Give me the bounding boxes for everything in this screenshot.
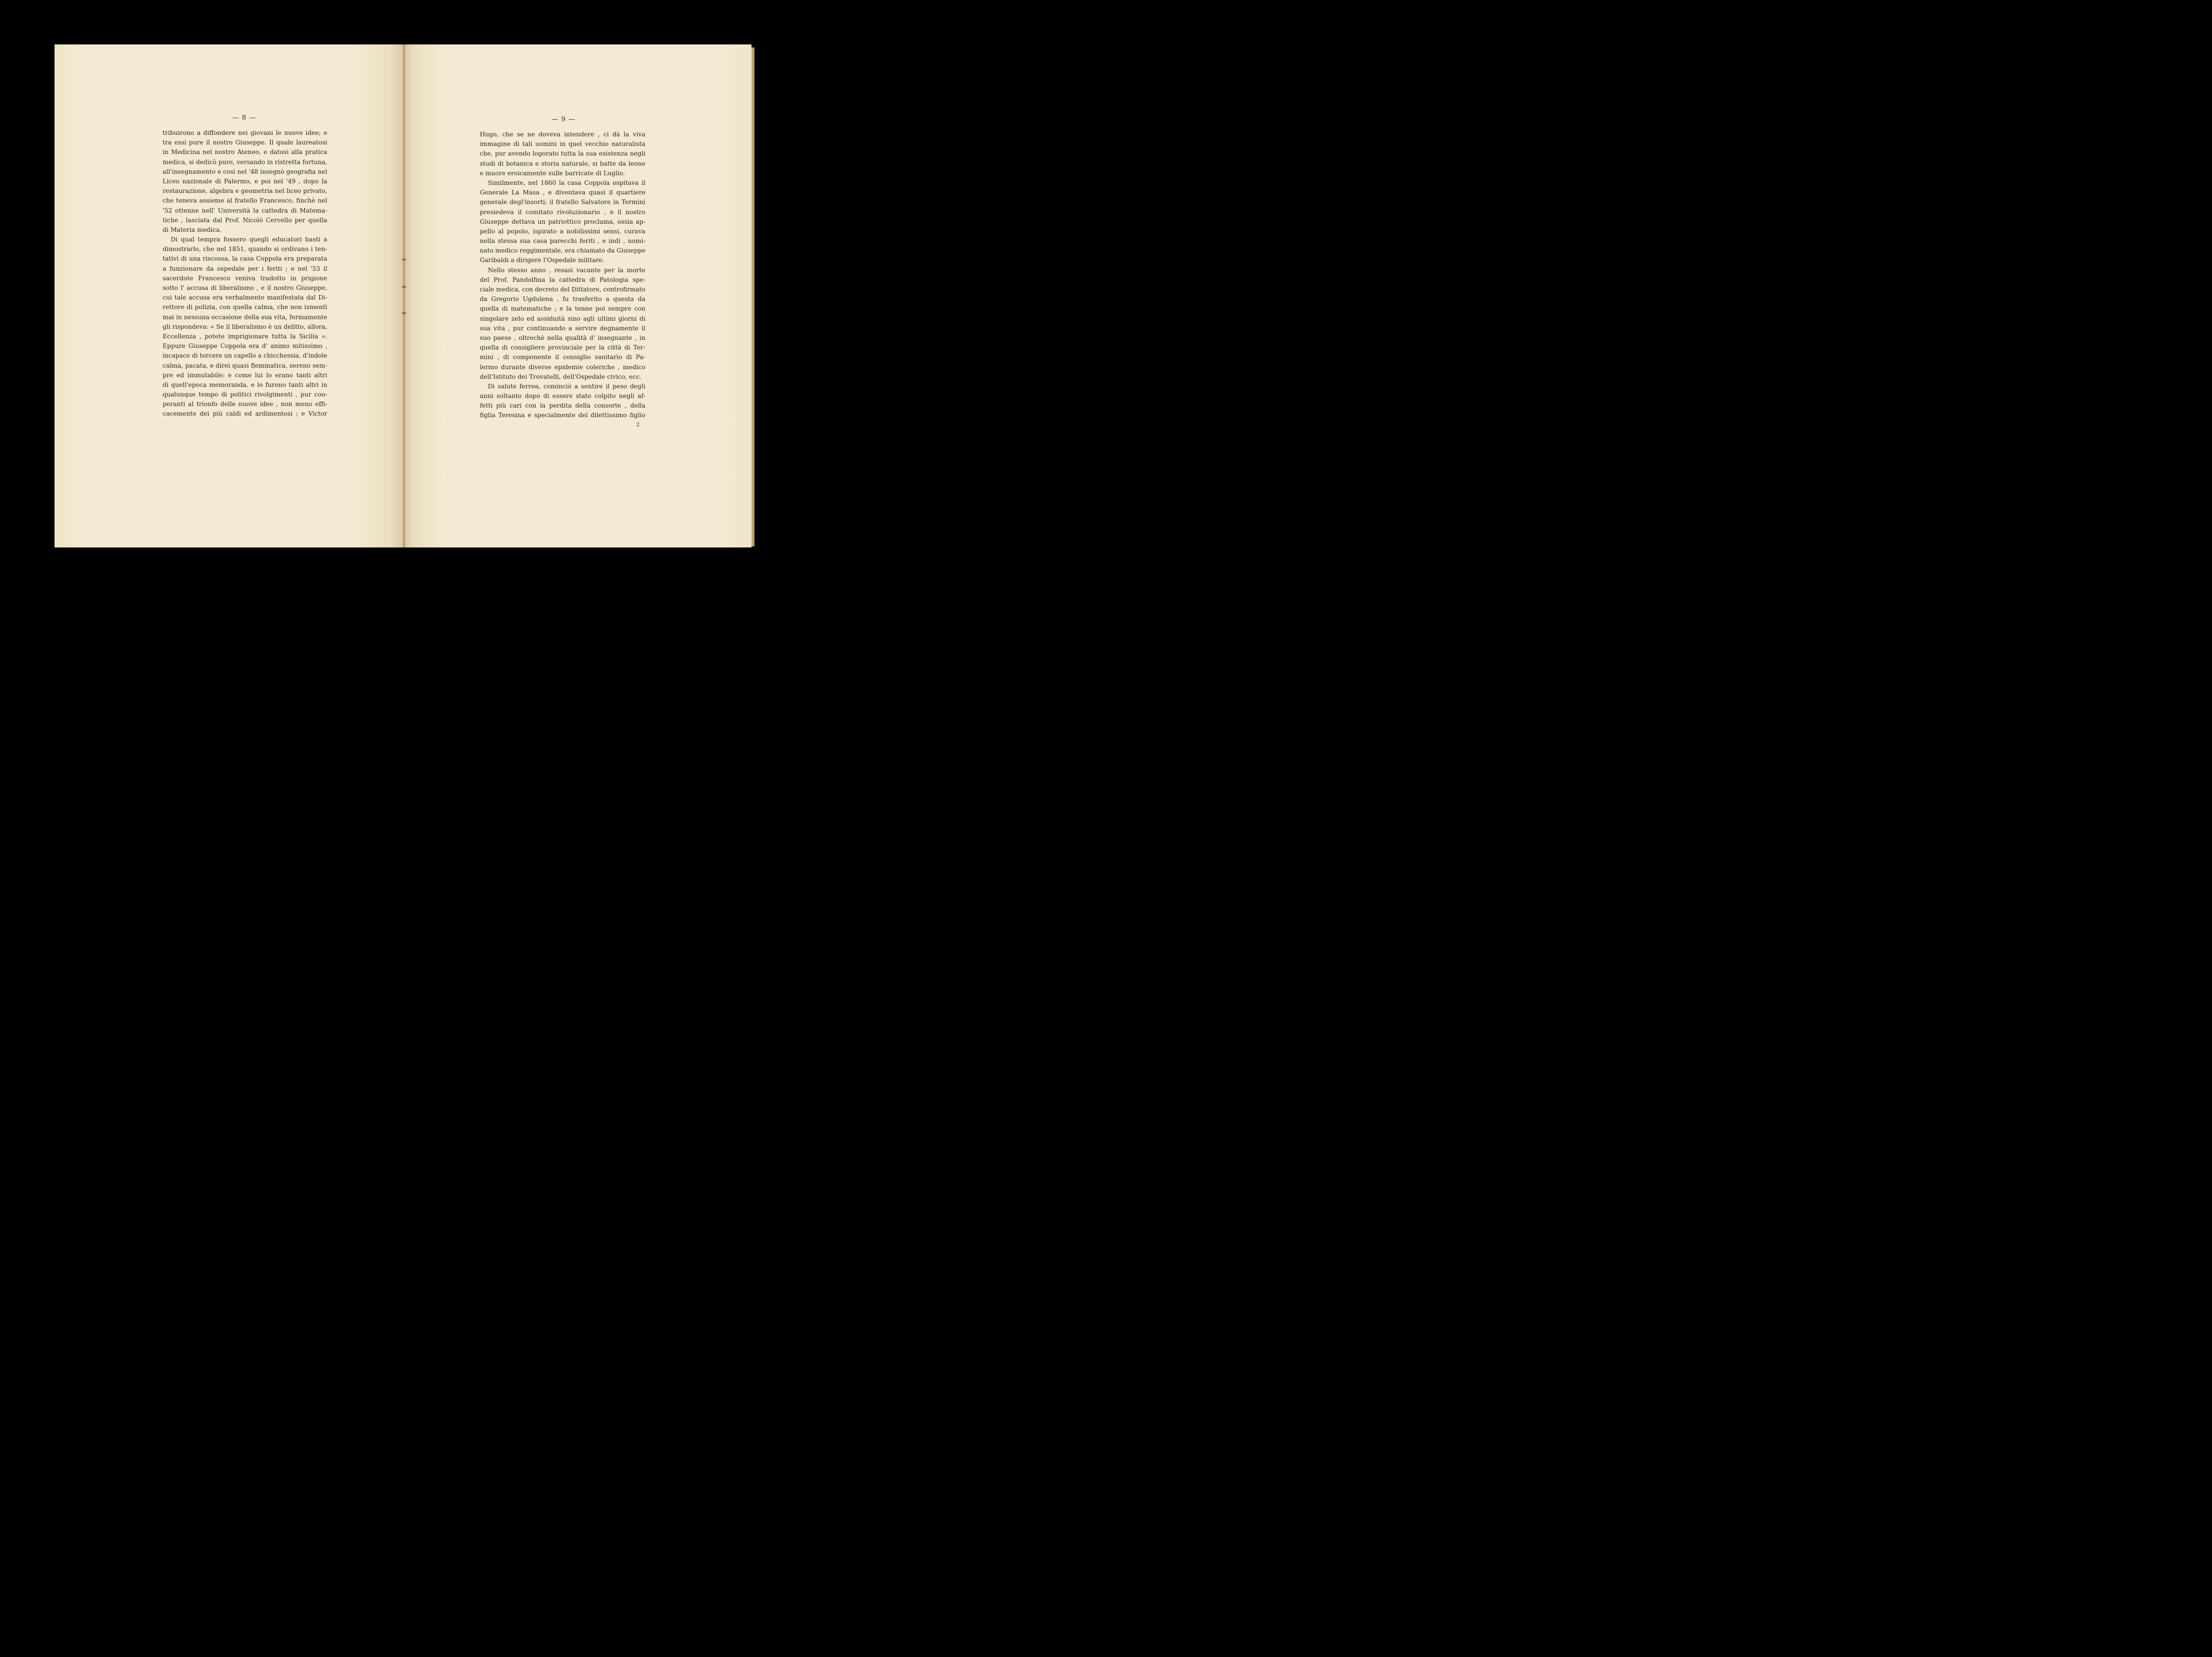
text-line: singolare zelo ed assiduità sino agli ultimi giorni di [480,315,645,322]
text-line: incapace di torcere un capello a chicchessia, d'indole [163,352,327,360]
binding-stitch [402,259,406,261]
text-line: dimostrarlo, che nel 1851, quando si ordivano i ten- [163,245,327,253]
text-line: presiedeva il comitato rivoluzionario , e il nostro [480,208,645,216]
text-line: Liceo nazionale di Palermo, e poi nel '49 , dopo la [163,177,327,185]
text-line: di Materia medica. [163,226,222,233]
text-line: da Gregorio Ugdulena , fu trasferito a questa da [480,295,645,303]
text-line: del Prof. Pandolfina la cattedra di Patologia spe- [480,276,645,283]
text-line: immagine di tali uomini in quel vecchio naturalista [480,140,645,148]
text-line: Di qual tempra fossero quegli educatori basti a [171,236,327,243]
page-edge [751,47,755,546]
text-line: in Medicina nel nostro Ateneo, e datosi alla pratica [163,148,327,156]
page-number-left: — 8 — [232,114,257,122]
text-line: Generale La Masa , e diventava quasi il quartiere [480,189,645,196]
signature-mark: 2 [636,422,640,428]
text-line: rettore di polizia, con quella calma, che non ismentì [163,304,327,311]
page-number-right: — 9 — [551,116,576,123]
text-line: nato medico reggimentale, era chiamato da Giuseppe [480,247,645,255]
text-line: cui tale accusa era verbalmente manifestata dal Di- [163,294,327,302]
text-line: gli rispondeva: « Se il liberalismo è un delitto, allora, [163,323,327,330]
text-line: pello al popolo, ispirato a nobilissimi sensi, curava [480,227,645,235]
text-line: fetti più cari con la perdita della consorte , della [480,402,645,410]
text-line: che teneva assieme al fratello Francesco, finchè nel [163,197,327,205]
left-page-text [163,128,329,419]
text-line: anni soltanto dopo di essere stato colpito negli af- [480,392,645,400]
text-line: Nello stesso anno , resasi vacante per la morte [488,266,645,274]
text-line: tativi di una riscossa, la casa Coppola era preparata [163,255,327,263]
text-line: cacemente dei più caldi ed ardimentosi ; e Victor [163,410,327,418]
text-line: tiche , lasciata dal Prof. Nicolò Cervello per quella [163,216,327,224]
text-line: Di salute ferrea, cominciò a sentire il peso degli [488,382,645,390]
text-line: e muore eroicamente sulle barricate di Luglio. [480,169,625,177]
binding-stitch [402,286,406,288]
text-line: figlia Teresina e specialmente del dilettissimo figlio [480,412,645,419]
text-line: a funzionare da ospedale per i feriti ; e nel '53 il [163,265,327,272]
text-line: dell'Istituto dei Trovatelli, dell'Ospedale civico, ecc. [480,373,642,380]
text-line: mini , di componente il consiglio sanitario di Pa- [480,354,645,361]
text-line: tra essi pure il nostro Giuseppe. Il quale laureatosi [163,139,327,146]
text-line: qualunque tempo di politici rivolgimenti , pur coo- [163,391,327,398]
text-line: Garibaldi a dirigere l'Ospedale militare. [480,257,605,264]
text-line: lermo durante diverse epidemie coleriche , medico [480,363,645,371]
right-page [404,44,751,547]
text-line: sua vita , pur continuando a servire degnamente il [480,324,645,332]
right-page-text [480,130,648,421]
text-line: all'insegnamento e così nel '48 insegnò geografia nel [163,168,327,175]
text-line: Hugo, che se ne doveva intendere , ci dà la viva [480,131,645,138]
text-line: tribuirono a diffondere nei giovani le nuove idee; e [163,129,327,136]
book-spread [55,44,756,548]
text-line: nella stessa sua casa parecchi feriti , e indi , nomi- [480,237,645,245]
text-line: '52 ottenne nell' Università la cattedra di Matema- [163,207,327,214]
text-line: Eppure Giuseppe Coppola era d' animo mitissimo , [163,342,327,350]
text-line: generale degl'insorti; il fratello Salvatore in Termini [480,198,645,206]
text-line: peranti al trionfo delle nuove idee , non meno effi- [163,400,327,408]
text-line: calma, pacata, e direi quasi flemmatica, sereno sem- [163,362,327,369]
text-line: studi di botanica e storia naturale, si batte da leone [480,160,645,167]
text-line: Giuseppe dettava un patriottico proclama, ossia ap- [480,218,645,225]
text-line: sotto l' accusa di liberalismo , e il nostro Giuseppe, [163,284,327,291]
text-line: medica, si dedicò pure, versando in ristretta fortuna, [163,158,327,166]
text-line: Similmente, nel 1860 la casa Coppola ospitava il [488,179,645,186]
text-line: restaurazione, algebra e geometria nel liceo privato, [163,187,327,195]
text-line: che, pur avendo logorato tutta la sua esistenza negli [480,150,645,158]
text-line: sacerdote Francesco veniva tradotto in prigione [163,274,327,282]
text-line: mai in nessuna occasione della sua vita, fermamente [163,313,327,321]
text-line: di quell'epoca memoranda, e lo furono tanti altri in [163,381,327,388]
binding-stitch [402,312,406,314]
text-line: quella di consigliere provinciale per la città di Ter- [480,344,645,352]
text-line: pre ed immutabile: e come lui lo erano tanti altri [163,371,327,379]
text-line: ciale medica, con decreto del Dittatore, controfirmato [480,286,645,293]
text-line: suo paese , oltrechè nella qualità d' insegnante , in [480,334,645,341]
text-line: Eccellenza , potete imprigionare tutta la Sicilia ». [163,332,327,340]
left-page [55,44,404,547]
book-gutter [403,44,406,547]
text-line: quella di matematiche ; e la tenne poi sempre con [480,305,645,313]
